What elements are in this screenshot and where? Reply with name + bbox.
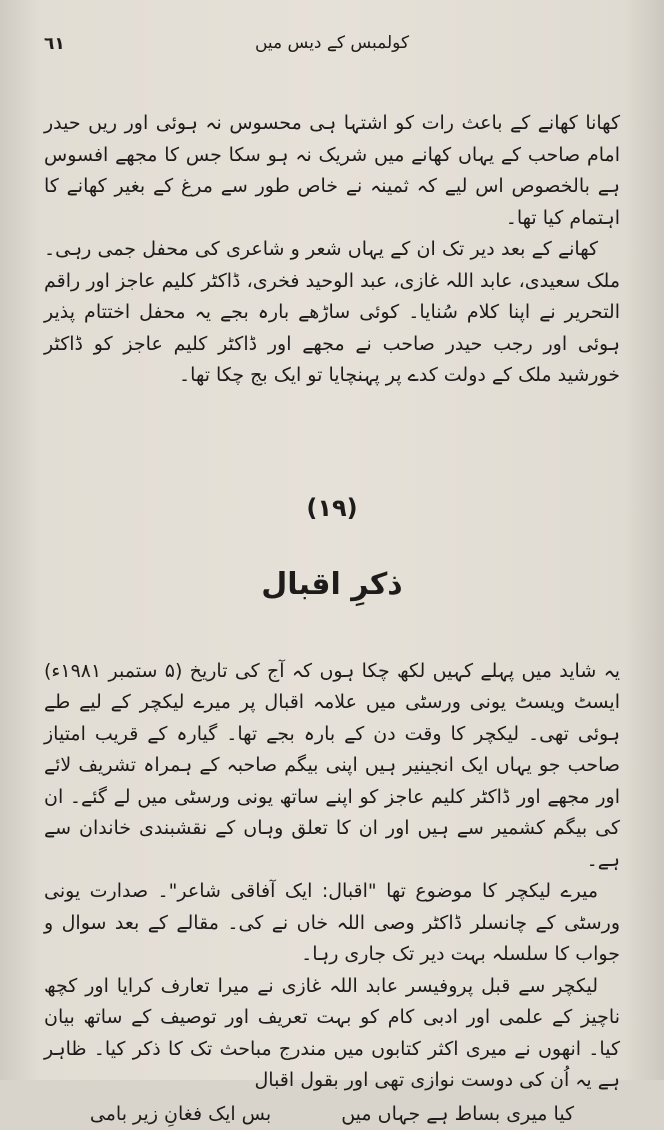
page-number: ٦١ <box>44 34 65 54</box>
paragraph: لیکچر سے قبل پروفیسر عابد اللہ غازی نے میرا تعارف کرایا اور کچھ ناچیز کے علمی اور ادبی کام کو بہت تعریف اور توصیف کے ساتھ بیان کیا۔ انھوں نے میری اکثر کتابوں میں مندرج مباحث تک کا ذکر کیا۔ ظاہر ہے یہ اُن کی دوست نوازی تھی اور بقول اقبال <box>44 971 620 1097</box>
verse-line-2: بس ایک فغانِ زیر بامی <box>90 1099 271 1130</box>
verse-couplet <box>44 1099 620 1130</box>
paragraph: یہ شاید میں پہلے کہیں لکھ چکا ہوں کہ آج کی تاریخ (۵ ستمبر ۱۹۸۱ء) ایسٹ ویسٹ یونی ورسٹی میں علامہ اقبال پر میرے لیکچر کے لیے طے ہوئی تھی۔ لیکچر کا وقت دن کے بارہ بجے تھا۔ گیارہ کے قریب امتیاز صاحب جو یہاں ایک انجینیر ہیں اپنی بیگم صاحبہ کے ہمراہ تشریف لائے اور مجھے اور ڈاکٹر کلیم عاجز کو اپنے ساتھ یونی ورسٹی میں لے گئے۔ ان کی بیگم کشمیر سے ہیں اور ان کا تعلق وہاں کے نقشبندی خاندان سے ہے۔ <box>44 656 620 877</box>
chapter-body <box>44 656 620 1130</box>
paragraph: میرے لیکچر کا موضوع تھا "اقبال: ایک آفاقی شاعر"۔ صدارت یونی ورسٹی کے چانسلر ڈاکٹر وصی اللہ خاں نے کی۔ مقالے کے بعد سوال و جواب کا سلسلہ بہت دیر تک جاری رہا۔ <box>44 876 620 971</box>
paragraph: کھانے کے بعد دیر تک ان کے یہاں شعر و شاعری کی محفل جمی رہی۔ ملک سعیدی، عابد اللہ غازی، عبد الوحید فخری، ڈاکٹر کلیم عاجز اور راقم التحریر نے اپنا کلام سُنایا۔ کوئی ساڑھے بارہ بجے یہ محفل اختتام پذیر ہوئی اور رجب حیدر صاحب نے مجھے اور ڈاکٹر کلیم عاجز کو ڈاکٹر خورشید ملک کے دولت کدے پر پہنچایا تو ایک بج چکا تھا۔ <box>44 234 620 392</box>
paragraph: کھانا کھانے کے باعث رات کو اشتہا ہی محسوس نہ ہوئی اور ریں حیدر امام صاحب کے یہاں کھانے میں شریک نہ ہو سکا جس کا مجھے افسوس ہے بالخصوص اس لیے کہ ثمینہ نے خاص طور سے مرغ کے بغیر کھانے کا اہتمام کیا تھا۔ <box>44 108 620 234</box>
page-header <box>44 30 620 64</box>
chapter-title: ذکرِ اقبال <box>44 560 620 610</box>
verse-line-1: کیا میری بساط ہے جہاں میں <box>341 1099 574 1130</box>
running-title: کولمبس کے دیس میں <box>44 32 620 53</box>
section-continuation <box>44 108 620 392</box>
chapter-number: (۱۹) <box>44 488 620 528</box>
